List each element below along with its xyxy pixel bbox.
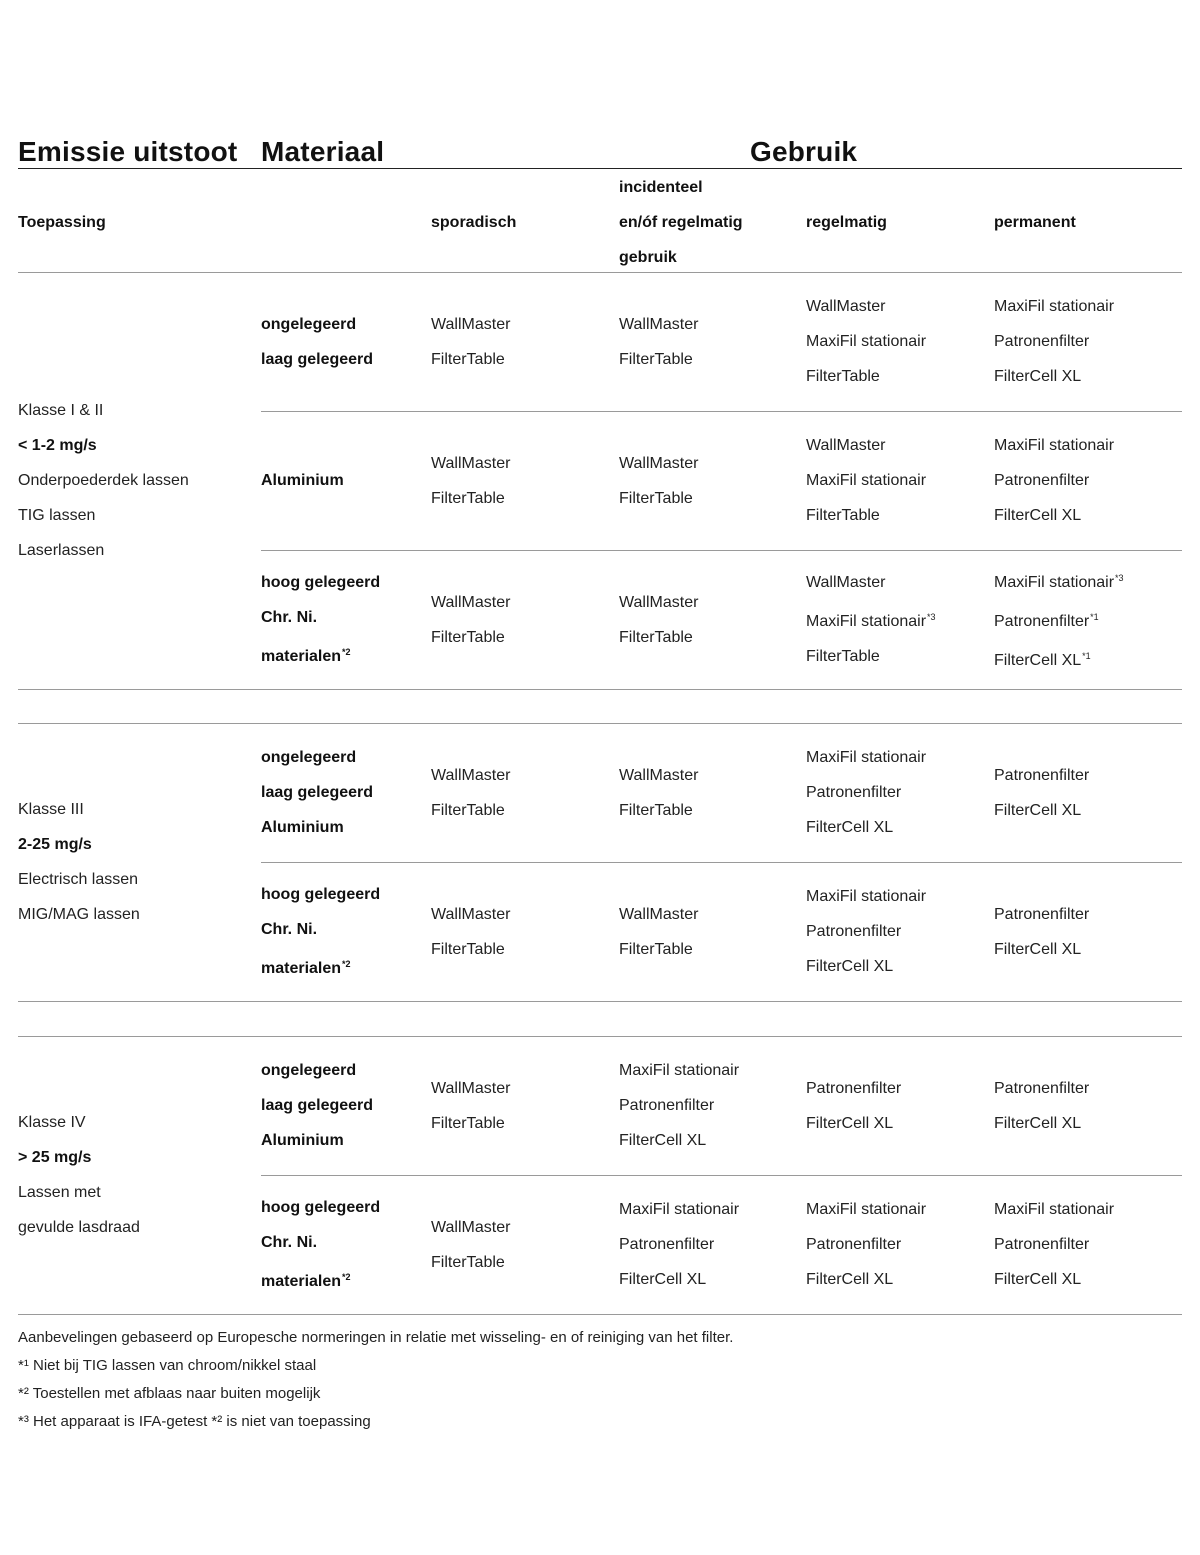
product-name-text: FilterCell XL	[806, 1271, 894, 1288]
product-name	[619, 932, 698, 967]
product-name-text: FilterTable	[431, 801, 505, 819]
regelmatig-cell	[806, 723, 926, 862]
material-label	[261, 912, 380, 947]
permanent-cell	[994, 272, 1114, 411]
material-label	[261, 947, 380, 986]
header-permanent: permanent	[994, 214, 1076, 231]
product-name	[619, 1123, 739, 1158]
product-name	[806, 359, 926, 394]
material-label-text: Aluminium	[261, 472, 344, 489]
product-name-text: FilterCell XL	[994, 1271, 1082, 1288]
product-name	[806, 324, 926, 359]
product-name-text: FilterTable	[806, 648, 880, 665]
toepassing-line	[18, 463, 189, 498]
material-label	[261, 810, 373, 845]
header-toepassing: Toepassing	[18, 214, 106, 231]
product-name	[806, 775, 926, 810]
material-label-text: laag gelegeerd	[261, 1097, 374, 1114]
product-name	[806, 463, 926, 498]
toepassing-line	[18, 428, 189, 463]
toepassing-line	[18, 498, 189, 533]
product-name	[619, 1262, 739, 1297]
material-label-text: materialen	[261, 648, 342, 665]
toepassing-line	[18, 1175, 140, 1210]
product-name-text: FilterTable	[431, 940, 505, 958]
product-name-text: WallMaster	[806, 437, 886, 454]
regelmatig-cell	[806, 272, 926, 411]
title-gebruik: Gebruik	[750, 136, 858, 167]
product-name-text: FilterTable	[619, 628, 693, 646]
product-name	[431, 481, 510, 516]
footnote-marker: *3	[1115, 573, 1124, 583]
material-label-text: ongelegeerd	[261, 1062, 357, 1079]
product-name-text: FilterTable	[431, 1253, 505, 1271]
product-name	[994, 639, 1124, 678]
product-name	[994, 324, 1114, 359]
product-name	[619, 897, 698, 932]
product-name	[806, 639, 936, 674]
product-name-text: FilterTable	[619, 489, 693, 507]
header-incidenteel-line: incidenteel	[619, 179, 703, 196]
product-name	[806, 740, 926, 775]
product-name-text: WallMaster	[431, 1218, 511, 1236]
material-label-text: materialen	[261, 960, 342, 977]
product-name	[431, 1106, 510, 1141]
product-name-text: Patronenfilter	[806, 1236, 902, 1253]
product-name	[619, 481, 698, 516]
header-incidenteel-line: gebruik	[619, 249, 677, 266]
footnote-marker: *3	[927, 612, 936, 622]
material-label-text: materialen	[261, 1273, 342, 1290]
toepassing-line-text: Lassen met	[18, 1184, 101, 1201]
product-name-text: Patronenfilter	[994, 1079, 1090, 1097]
product-name	[431, 1245, 510, 1280]
product-name-text: Patronenfilter	[806, 1079, 902, 1097]
material-label-text: Chr. Ni.	[261, 1234, 318, 1251]
product-name-text: FilterCell XL	[994, 652, 1082, 669]
product-name	[431, 932, 510, 967]
header-top-rule	[18, 168, 1182, 169]
materiaal-cell	[261, 723, 373, 862]
title-emissie-uitstoot: Emissie uitstoot	[18, 136, 238, 167]
product-name	[806, 428, 926, 463]
product-name-text: FilterCell XL	[994, 368, 1082, 385]
product-name	[994, 428, 1114, 463]
materiaal-cell	[261, 1036, 373, 1175]
toepassing-line-text: Klasse I & II	[18, 402, 104, 419]
product-name	[619, 307, 698, 342]
incidenteel-cell	[619, 1175, 739, 1314]
material-label	[261, 1190, 380, 1225]
product-name	[806, 914, 926, 949]
material-label-text: hoog gelegeerd	[261, 1199, 381, 1216]
product-name-text: MaxiFil stationair	[619, 1201, 740, 1218]
product-name	[431, 1071, 510, 1106]
footnote-general: Aanbevelingen gebaseerd op Europesche normeringen in relatie met wisseling- en of reiniging van het filter.	[18, 1329, 734, 1346]
product-name	[994, 359, 1114, 394]
product-name-text: FilterTable	[431, 489, 505, 507]
toepassing-line	[18, 1210, 140, 1245]
product-name-text: MaxiFil stationair	[994, 437, 1115, 454]
product-name	[806, 289, 926, 324]
toepassing-line-text: TIG lassen	[18, 507, 96, 524]
product-name	[806, 1227, 926, 1262]
product-name	[806, 498, 926, 533]
material-label	[261, 307, 373, 342]
product-name-text: Patronenfilter	[994, 766, 1090, 784]
header-incidenteel-line: en/óf regelmatig	[619, 214, 743, 231]
header-sporadisch: sporadisch	[431, 214, 517, 231]
product-name	[994, 1071, 1089, 1106]
toepassing-line	[18, 1105, 140, 1140]
footnote-marker: *2	[342, 647, 351, 657]
product-name-text: FilterCell XL	[994, 940, 1082, 958]
product-name-text: FilterCell XL	[806, 819, 894, 836]
group-bottom-rule	[18, 689, 1182, 690]
product-name-text: MaxiFil stationair	[806, 613, 927, 630]
product-name	[431, 342, 510, 377]
product-name-text: FilterTable	[806, 368, 880, 385]
sporadisch-cell	[431, 411, 510, 550]
product-name-text: Patronenfilter	[994, 905, 1090, 923]
materiaal-cell	[261, 411, 344, 550]
product-name	[431, 897, 510, 932]
incidenteel-cell	[619, 1036, 739, 1175]
product-name-text: MaxiFil stationair	[619, 1062, 740, 1079]
regelmatig-cell	[806, 862, 926, 1001]
product-name-text: FilterTable	[431, 350, 505, 368]
product-name-text: MaxiFil stationair	[806, 333, 927, 350]
product-name-text: FilterTable	[619, 940, 693, 958]
materiaal-cell	[261, 550, 380, 689]
product-name	[431, 1210, 510, 1245]
product-name	[806, 1071, 901, 1106]
material-label	[261, 1225, 380, 1260]
sporadisch-cell	[431, 550, 510, 689]
toepassing-line-text: gevulde lasdraad	[18, 1219, 140, 1236]
product-name	[994, 1192, 1114, 1227]
product-name-text: MaxiFil stationair	[806, 1201, 927, 1218]
material-label-text: Aluminium	[261, 819, 344, 836]
product-name	[994, 498, 1114, 533]
toepassing-line-text: Klasse IV	[18, 1114, 86, 1131]
footnote-marker: *2	[342, 959, 351, 969]
header-incidenteel	[619, 170, 743, 275]
toepassing-line-text: Klasse III	[18, 801, 84, 818]
sporadisch-cell	[431, 272, 510, 411]
material-label	[261, 1123, 373, 1158]
group-bottom-rule	[18, 1314, 1182, 1315]
sporadisch-cell	[431, 723, 510, 862]
product-name	[994, 600, 1124, 639]
product-name	[994, 289, 1114, 324]
footnotes	[18, 1324, 733, 1436]
product-name-text: FilterCell XL	[619, 1271, 707, 1288]
footnote-marker: *2	[342, 1272, 351, 1282]
product-name	[806, 879, 926, 914]
product-name-text: Patronenfilter	[619, 1236, 715, 1253]
material-label-text: hoog gelegeerd	[261, 886, 381, 903]
material-label-text: Chr. Ni.	[261, 609, 318, 626]
product-name	[994, 897, 1089, 932]
sporadisch-cell	[431, 862, 510, 1001]
permanent-cell	[994, 723, 1089, 862]
product-name-text: FilterCell XL	[806, 1114, 894, 1132]
product-name-text: WallMaster	[619, 454, 699, 472]
toepassing-line-text: < 1-2 mg/s	[18, 437, 97, 454]
product-name	[994, 1106, 1089, 1141]
product-name	[994, 793, 1089, 828]
product-name-text: Patronenfilter	[994, 613, 1090, 630]
product-name	[619, 758, 698, 793]
product-name-text: FilterTable	[619, 350, 693, 368]
product-name-text: WallMaster	[431, 315, 511, 333]
product-name	[431, 446, 510, 481]
toepassing-line	[18, 393, 189, 428]
product-name-text: Patronenfilter	[994, 333, 1090, 350]
toepassing-line-text: > 25 mg/s	[18, 1149, 92, 1166]
product-name-text: MaxiFil stationair	[994, 574, 1115, 591]
material-label	[261, 635, 380, 674]
product-name	[806, 1106, 901, 1141]
material-label	[261, 1088, 373, 1123]
toepassing-cell	[18, 723, 140, 1001]
materiaal-cell	[261, 862, 380, 1001]
product-name-text: WallMaster	[619, 315, 699, 333]
permanent-cell	[994, 862, 1089, 1001]
toepassing-cell	[18, 272, 189, 689]
material-label	[261, 342, 373, 377]
product-name	[806, 949, 926, 984]
footnote-marker: *1	[1082, 651, 1091, 661]
toepassing-line-text: MIG/MAG lassen	[18, 906, 140, 923]
group-bottom-rule	[18, 1001, 1182, 1002]
toepassing-line	[18, 533, 189, 568]
sporadisch-cell	[431, 1036, 510, 1175]
materiaal-cell	[261, 1175, 380, 1314]
material-label	[261, 877, 380, 912]
footnote-marker: *1	[1090, 612, 1099, 622]
incidenteel-cell	[619, 862, 698, 1001]
materiaal-cell	[261, 272, 373, 411]
footnote-1: *¹ Niet bij TIG lassen van chroom/nikkel staal	[18, 1357, 317, 1374]
product-name-text: WallMaster	[619, 593, 699, 611]
toepassing-cell	[18, 1036, 140, 1314]
material-label-text: ongelegeerd	[261, 749, 357, 766]
product-name-text: Patronenfilter	[994, 472, 1090, 489]
header-regelmatig: regelmatig	[806, 214, 887, 231]
material-label-text: ongelegeerd	[261, 315, 357, 333]
product-name-text: FilterCell XL	[806, 958, 894, 975]
product-name	[994, 1262, 1114, 1297]
product-name-text: FilterTable	[806, 507, 880, 524]
product-name-text: WallMaster	[619, 905, 699, 923]
product-name-text: WallMaster	[431, 766, 511, 784]
product-name	[619, 1192, 739, 1227]
product-name-text: WallMaster	[431, 454, 511, 472]
product-name-text: MaxiFil stationair	[806, 749, 927, 766]
material-label	[261, 1053, 373, 1088]
product-name-text: MaxiFil stationair	[994, 298, 1115, 315]
toepassing-line	[18, 1140, 140, 1175]
product-name-text: WallMaster	[431, 1079, 511, 1097]
product-name	[431, 585, 510, 620]
product-name-text: FilterTable	[619, 801, 693, 819]
footnote-2: *² Toestellen met afblaas naar buiten mogelijk	[18, 1385, 321, 1402]
product-name	[619, 585, 698, 620]
incidenteel-cell	[619, 272, 698, 411]
product-name-text: WallMaster	[431, 593, 511, 611]
toepassing-line	[18, 862, 140, 897]
material-label-text: laag gelegeerd	[261, 350, 374, 368]
permanent-cell	[994, 1036, 1089, 1175]
product-name	[806, 810, 926, 845]
toepassing-line-text: Laserlassen	[18, 542, 105, 559]
product-name-text: MaxiFil stationair	[994, 1201, 1115, 1218]
permanent-cell	[994, 411, 1114, 550]
material-label-text: hoog gelegeerd	[261, 574, 381, 591]
product-name	[806, 600, 936, 639]
regelmatig-cell	[806, 411, 926, 550]
product-name	[619, 1053, 739, 1088]
product-name-text: MaxiFil stationair	[806, 472, 927, 489]
product-name-text: FilterCell XL	[994, 1114, 1082, 1132]
product-name-text: WallMaster	[806, 574, 886, 591]
material-label-text: Chr. Ni.	[261, 921, 318, 938]
regelmatig-cell	[806, 1036, 901, 1175]
product-name	[806, 1192, 926, 1227]
toepassing-line	[18, 897, 140, 932]
product-name-text: FilterTable	[431, 628, 505, 646]
toepassing-line	[18, 827, 140, 862]
product-name	[806, 565, 936, 600]
product-name	[619, 446, 698, 481]
regelmatig-cell	[806, 1175, 926, 1314]
product-name-text: FilterCell XL	[619, 1132, 707, 1149]
sporadisch-cell	[431, 1175, 510, 1314]
product-name	[994, 561, 1124, 600]
product-name	[994, 932, 1089, 967]
product-name-text: Patronenfilter	[619, 1097, 715, 1114]
toepassing-line	[18, 792, 140, 827]
product-name	[619, 793, 698, 828]
incidenteel-cell	[619, 411, 698, 550]
product-name	[431, 620, 510, 655]
material-label	[261, 600, 380, 635]
product-name-text: WallMaster	[431, 905, 511, 923]
product-name-text: FilterCell XL	[994, 801, 1082, 819]
material-label	[261, 775, 373, 810]
product-name	[994, 1227, 1114, 1262]
material-label-text: laag gelegeerd	[261, 784, 374, 801]
regelmatig-cell	[806, 550, 936, 689]
toepassing-line-text: Onderpoederdek lassen	[18, 472, 189, 489]
product-name-text: WallMaster	[806, 298, 886, 315]
footnote-3: *³ Het apparaat is IFA-getest *² is niet van toepassing	[18, 1413, 371, 1430]
material-label-text: Aluminium	[261, 1132, 344, 1149]
incidenteel-cell	[619, 550, 698, 689]
product-name	[431, 307, 510, 342]
product-name-text: WallMaster	[619, 766, 699, 784]
incidenteel-cell	[619, 723, 698, 862]
permanent-cell	[994, 550, 1124, 689]
title-materiaal: Materiaal	[261, 136, 385, 167]
product-name	[619, 342, 698, 377]
material-label	[261, 463, 344, 498]
product-name	[619, 620, 698, 655]
product-name-text: Patronenfilter	[994, 1236, 1090, 1253]
material-label	[261, 1260, 380, 1299]
toepassing-line-text: Electrisch lassen	[18, 871, 139, 888]
product-name	[619, 1227, 739, 1262]
permanent-cell	[994, 1175, 1114, 1314]
product-name-text: Patronenfilter	[806, 784, 902, 801]
product-name	[431, 758, 510, 793]
product-name	[806, 1262, 926, 1297]
toepassing-line-text: 2-25 mg/s	[18, 836, 92, 853]
product-name	[431, 793, 510, 828]
product-name-text: MaxiFil stationair	[806, 888, 927, 905]
material-label	[261, 740, 373, 775]
material-label	[261, 565, 380, 600]
product-name	[619, 1088, 739, 1123]
product-name-text: Patronenfilter	[806, 923, 902, 940]
product-name	[994, 758, 1089, 793]
product-name-text: FilterTable	[431, 1114, 505, 1132]
product-name	[994, 463, 1114, 498]
product-name-text: FilterCell XL	[994, 507, 1082, 524]
